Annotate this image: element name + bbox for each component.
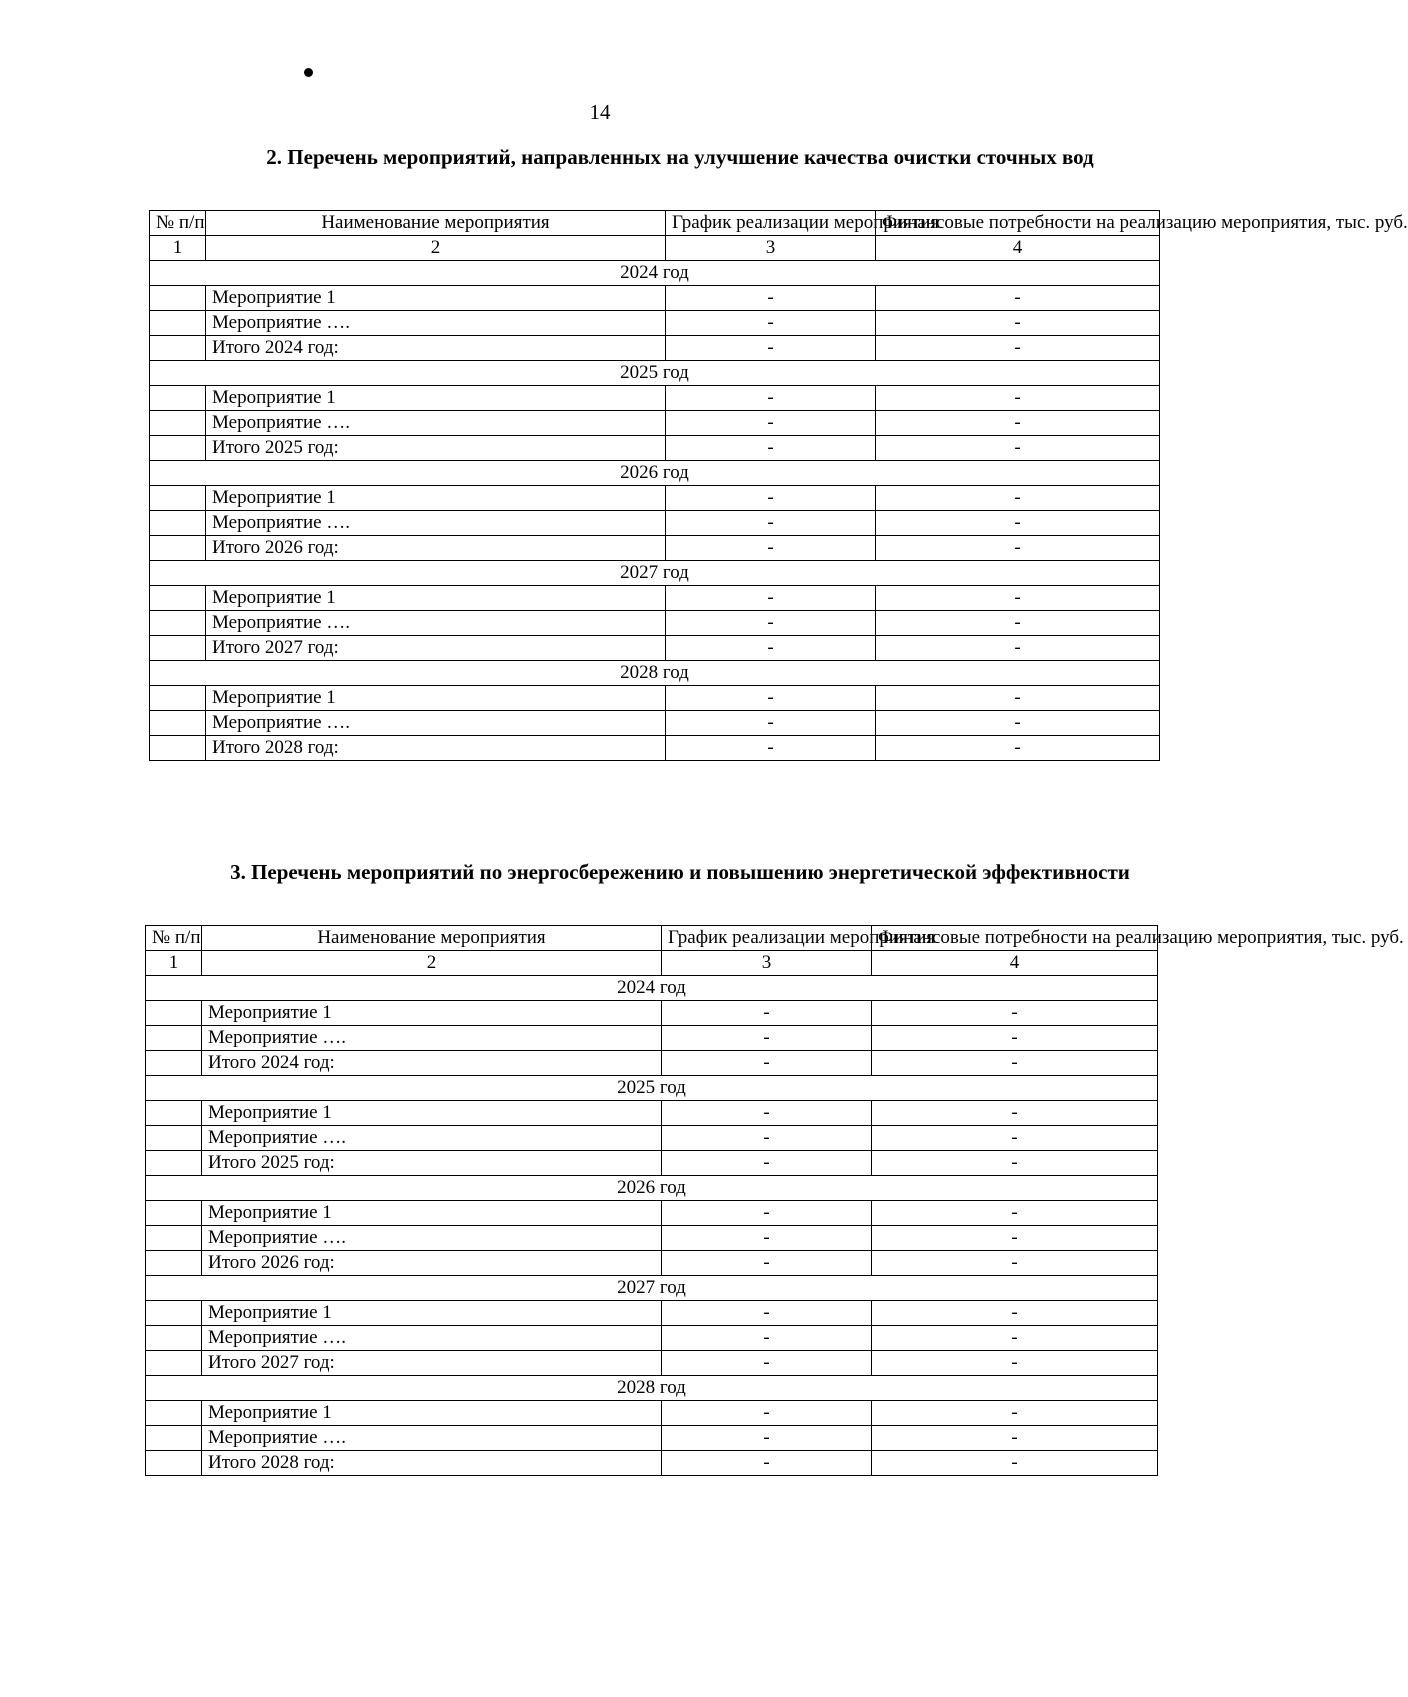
table-row [146,1151,1158,1176]
row-number-cell [146,1101,202,1126]
column-number: 2 [206,236,666,261]
schedule-cell: - [666,486,876,511]
table-body [146,951,1158,1476]
table-body [150,236,1160,761]
row-number-cell [146,1251,202,1276]
schedule-cell: - [662,1001,872,1026]
year-row [150,361,1160,386]
total-label: Итого 2024 год: [206,336,666,361]
measure-name: Мероприятие 1 [202,1101,662,1126]
row-number-cell [146,1026,202,1051]
table-row [150,336,1160,361]
table-row [150,511,1160,536]
table-row [150,386,1160,411]
row-number-cell [146,1451,202,1476]
column-number: 4 [876,236,1160,261]
row-number-cell [150,711,206,736]
finance-cell: - [876,536,1160,561]
table-row [146,1301,1158,1326]
row-number-cell [150,736,206,761]
schedule-cell: - [662,1126,872,1151]
table-row [150,286,1160,311]
total-label: Итого 2027 год: [206,636,666,661]
finance-cell: - [872,1151,1158,1176]
year-heading: 2025 год [146,1076,1158,1101]
header-cell: График реализации мероприятия [662,926,872,951]
header-row [146,926,1158,951]
page-number: 14 [589,100,611,124]
bullet-dot [304,68,313,77]
year-heading: 2024 год [150,261,1160,286]
row-number-cell [146,1401,202,1426]
finance-cell: - [876,486,1160,511]
total-label: Итого 2027 год: [202,1351,662,1376]
measure-name: Мероприятие …. [202,1126,662,1151]
table-row [146,1201,1158,1226]
year-heading: 2027 год [150,561,1160,586]
header-cell: Наименование мероприятия [202,926,662,951]
finance-cell: - [872,1326,1158,1351]
schedule-cell: - [666,586,876,611]
schedule-cell: - [666,686,876,711]
table-row [146,1026,1158,1051]
header-cell: Финансовые потребности на реализацию мероприятия, тыс. руб. [872,926,1158,951]
year-heading: 2027 год [146,1276,1158,1301]
row-number-cell [146,1226,202,1251]
row-number-cell [146,1001,202,1026]
total-label: Итого 2025 год: [202,1151,662,1176]
measure-name: Мероприятие 1 [206,686,666,711]
row-number-cell [150,411,206,436]
year-row [150,661,1160,686]
column-number: 1 [150,236,206,261]
year-heading: 2024 год [146,976,1158,1001]
measure-name: Мероприятие …. [202,1026,662,1051]
total-label: Итого 2024 год: [202,1051,662,1076]
measures-table-wastewater [149,210,1408,761]
column-number: 2 [202,951,662,976]
table-row [146,1326,1158,1351]
row-number-cell [146,1426,202,1451]
row-number-cell [150,286,206,311]
header-cell: График реализации мероприятия [666,211,876,236]
finance-cell: - [876,511,1160,536]
table-row [146,1101,1158,1126]
finance-cell: - [872,1001,1158,1026]
finance-cell: - [876,411,1160,436]
row-number-cell [146,1051,202,1076]
column-number: 1 [146,951,202,976]
header-cell: Финансовые потребности на реализацию мероприятия, тыс. руб. [876,211,1160,236]
row-number-cell [150,636,206,661]
row-number-cell [150,611,206,636]
row-number-cell [150,386,206,411]
schedule-cell: - [662,1401,872,1426]
year-row [150,561,1160,586]
measure-name: Мероприятие …. [206,411,666,436]
schedule-cell: - [662,1201,872,1226]
row-number-cell [146,1151,202,1176]
measure-name: Мероприятие 1 [206,386,666,411]
table-row [146,1426,1158,1451]
section-title-wastewater: 2. Перечень мероприятий, направленных на улучшение качества очистки сточных вод [266,145,1094,169]
finance-cell: - [872,1226,1158,1251]
finance-cell: - [876,611,1160,636]
year-heading: 2026 год [150,461,1160,486]
table-row [150,411,1160,436]
measure-name: Мероприятие 1 [202,1201,662,1226]
column-number-row [146,951,1158,976]
year-row [146,1376,1158,1401]
row-number-cell [150,336,206,361]
schedule-cell: - [662,1101,872,1126]
finance-cell: - [876,311,1160,336]
column-number: 3 [666,236,876,261]
year-row [146,1176,1158,1201]
row-number-cell [150,311,206,336]
year-heading: 2025 год [150,361,1160,386]
year-row [146,1276,1158,1301]
schedule-cell: - [666,286,876,311]
finance-cell: - [872,1251,1158,1276]
schedule-cell: - [662,1426,872,1451]
year-heading: 2028 год [150,661,1160,686]
schedule-cell: - [662,1026,872,1051]
total-label: Итого 2026 год: [206,536,666,561]
finance-cell: - [876,286,1160,311]
header-cell: № п/п [146,926,202,951]
table-row [150,586,1160,611]
table-row [146,1226,1158,1251]
schedule-cell: - [666,436,876,461]
row-number-cell [146,1201,202,1226]
row-number-cell [150,536,206,561]
total-label: Итого 2028 год: [206,736,666,761]
measure-name: Мероприятие …. [202,1226,662,1251]
header-cell: № п/п [150,211,206,236]
table-row [146,1351,1158,1376]
schedule-cell: - [662,1151,872,1176]
row-number-cell [146,1301,202,1326]
schedule-cell: - [662,1351,872,1376]
measures-table-energy [145,925,1404,1476]
year-heading: 2026 год [146,1176,1158,1201]
table-row [150,636,1160,661]
schedule-cell: - [666,511,876,536]
measure-name: Мероприятие 1 [206,586,666,611]
schedule-cell: - [666,736,876,761]
table-row [150,486,1160,511]
finance-cell: - [872,1301,1158,1326]
measure-name: Мероприятие …. [202,1326,662,1351]
finance-cell: - [872,1126,1158,1151]
finance-cell: - [872,1051,1158,1076]
year-row [150,261,1160,286]
finance-cell: - [876,336,1160,361]
finance-cell: - [872,1026,1158,1051]
schedule-cell: - [662,1326,872,1351]
finance-cell: - [872,1401,1158,1426]
measure-name: Мероприятие …. [206,611,666,636]
row-number-cell [150,486,206,511]
row-number-cell [146,1126,202,1151]
finance-cell: - [872,1351,1158,1376]
measure-name: Мероприятие …. [202,1426,662,1451]
finance-cell: - [876,386,1160,411]
header-row [150,211,1160,236]
schedule-cell: - [662,1226,872,1251]
year-heading: 2028 год [146,1376,1158,1401]
table-row [146,1401,1158,1426]
finance-cell: - [876,436,1160,461]
finance-cell: - [876,736,1160,761]
section-title-energy: 3. Перечень мероприятий по энергосбережению и повышению энергетической эффективности [230,860,1130,884]
finance-cell: - [872,1201,1158,1226]
row-number-cell [150,511,206,536]
year-row [146,976,1158,1001]
schedule-cell: - [662,1451,872,1476]
header-cell: Наименование мероприятия [206,211,666,236]
table-row [146,1001,1158,1026]
finance-cell: - [876,711,1160,736]
table-row [146,1251,1158,1276]
year-row [150,461,1160,486]
column-number: 3 [662,951,872,976]
measure-name: Мероприятие …. [206,711,666,736]
measure-name: Мероприятие …. [206,311,666,336]
measure-name: Мероприятие …. [206,511,666,536]
total-label: Итого 2026 год: [202,1251,662,1276]
schedule-cell: - [666,336,876,361]
schedule-cell: - [666,536,876,561]
finance-cell: - [872,1101,1158,1126]
row-number-cell [146,1326,202,1351]
schedule-cell: - [662,1251,872,1276]
table-row [146,1126,1158,1151]
table-row [150,686,1160,711]
table-row [150,436,1160,461]
row-number-cell [150,686,206,711]
row-number-cell [146,1351,202,1376]
total-label: Итого 2025 год: [206,436,666,461]
finance-cell: - [872,1426,1158,1451]
table-row [150,311,1160,336]
row-number-cell [150,436,206,461]
total-label: Итого 2028 год: [202,1451,662,1476]
finance-cell: - [876,636,1160,661]
schedule-cell: - [662,1301,872,1326]
row-number-cell [150,586,206,611]
schedule-cell: - [662,1051,872,1076]
finance-cell: - [876,586,1160,611]
table-row [150,736,1160,761]
finance-cell: - [876,686,1160,711]
measure-name: Мероприятие 1 [202,1001,662,1026]
schedule-cell: - [666,411,876,436]
table-row [146,1451,1158,1476]
table-row [146,1051,1158,1076]
measure-name: Мероприятие 1 [206,486,666,511]
schedule-cell: - [666,386,876,411]
schedule-cell: - [666,311,876,336]
column-number-row [150,236,1160,261]
table-row [150,711,1160,736]
year-row [146,1076,1158,1101]
column-number: 4 [872,951,1158,976]
measure-name: Мероприятие 1 [202,1301,662,1326]
measure-name: Мероприятие 1 [202,1401,662,1426]
table-row [150,611,1160,636]
table-row [150,536,1160,561]
schedule-cell: - [666,711,876,736]
schedule-cell: - [666,611,876,636]
measure-name: Мероприятие 1 [206,286,666,311]
finance-cell: - [872,1451,1158,1476]
schedule-cell: - [666,636,876,661]
